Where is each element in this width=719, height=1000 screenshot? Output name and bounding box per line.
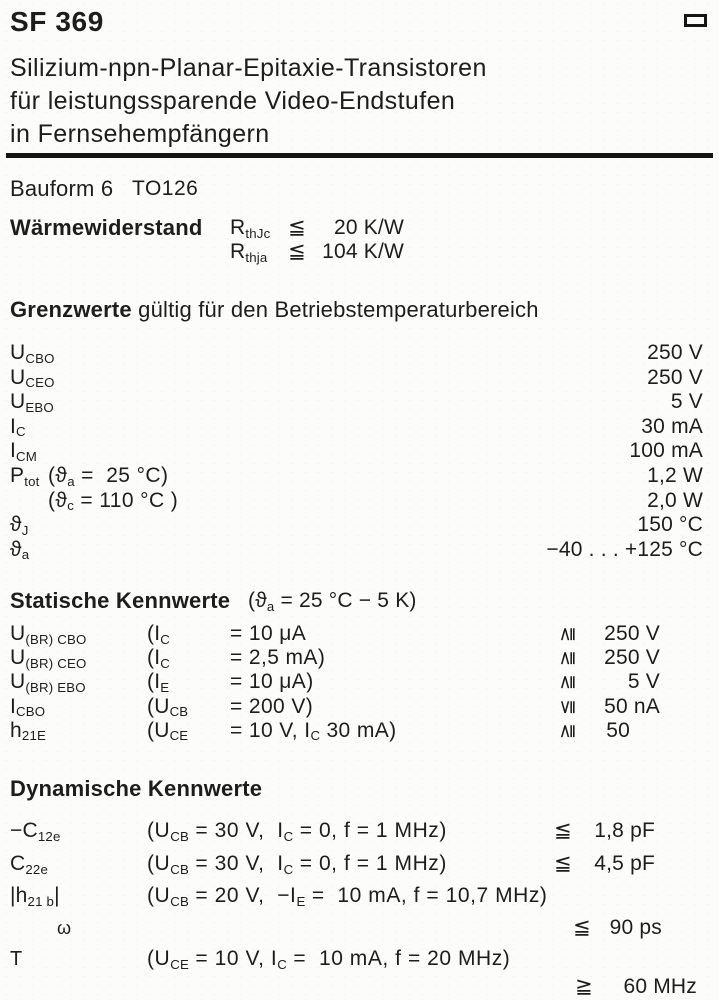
test-condition: (UCB [147,694,189,720]
relation-sign: ≧ [557,722,578,739]
table-row [10,695,660,719]
description-line: für leistungssparende Video-Endstufen [10,87,456,115]
package-case: TO126 [132,177,199,200]
param-symbol: ICM [10,439,38,464]
section-title: Statische Kennwerte [10,588,231,613]
test-condition: (ϑa = 25 °C − 5 K) [248,589,417,614]
table-row [10,366,703,391]
param-symbol: h21E [10,718,47,744]
device-description [10,52,487,151]
test-condition: (UCB = 30 V, IC = 0, f = 1 MHz) [147,819,447,844]
table-row [10,670,660,694]
table-row [230,240,404,264]
param-value: −40 . . . +125 °C [546,537,703,561]
dynamic-parameters-table [10,816,697,1000]
table-row [10,415,703,440]
param-symbol: ϑJ [10,513,29,538]
thermal-resistance-label: Wärmewiderstand [10,215,203,240]
test-condition: = 200 V) [230,694,314,718]
table-row [10,915,697,941]
section-heading: Dynamische Kennwerte [10,776,263,801]
table-row [10,946,697,972]
param-value: 1,8 pF [594,819,655,842]
description-line: Silizium-npn-Planar-Epitaxie-Transistoren [10,54,487,82]
test-condition: (IC [147,646,170,671]
param-value: 100 mA [629,439,703,463]
test-condition: = 10 μA) [230,670,314,694]
param-value: 250 V [604,646,660,670]
param-symbol: T [10,948,23,970]
table-row [10,883,697,909]
table-row [10,439,703,464]
param-value: 60 MHz [623,975,697,998]
test-condition: (UCB = 30 V, IC = 0, f = 1 MHz) [147,852,447,877]
param-symbol: UEBO [10,390,54,415]
table-row [10,341,703,366]
param-value: 104 K/W [322,240,404,263]
param-value: 50 [606,718,630,742]
test-condition: = 10 V, IC 30 mA) [230,718,397,744]
relation-sign: ≦ [554,819,572,842]
thermal-resistance-table [230,216,404,264]
table-row [10,513,703,538]
param-value: 90 ps [609,916,662,939]
package-line [10,176,199,202]
relation-sign: ≧ [557,674,578,691]
param-symbol: UCBO [10,341,55,366]
description-line: in Fernsehempfängern [10,120,270,148]
param-value: 2,0 W [647,488,703,512]
test-condition: (UCE [147,718,189,744]
param-symbol: ω [57,918,72,938]
param-symbol: Rthja [230,240,268,265]
table-row [10,974,697,1000]
param-symbol: |h21 b| [10,884,60,909]
param-symbol: ϑa [10,537,30,563]
param-symbol: Ptot [10,463,40,489]
table-row [10,646,660,670]
table-row [10,818,697,844]
test-condition: (UCE = 10 V, IC = 10 mA, f = 20 MHz) [147,947,511,972]
test-condition: (IC [147,622,170,647]
param-symbol: UCEO [10,365,55,391]
param-value: 5 V [670,390,703,414]
horizontal-rule [6,153,713,158]
section-subtitle: gültig für den Betriebstemperaturbereich [131,297,539,322]
relation-sign: ≦ [288,216,306,239]
table-row [10,489,703,514]
table-row [230,216,404,240]
table-row [10,622,660,646]
param-symbol: IC [10,414,26,440]
relation-sign: ≧ [575,975,593,998]
table-row [10,851,697,877]
test-condition: (IE [147,670,170,695]
relation-sign: ≦ [573,916,591,939]
test-condition: (ϑa = 25 °C) [48,463,169,489]
param-value: 20 K/W [333,216,404,239]
test-condition: = 10 μA [230,622,307,645]
table-row [10,719,660,743]
package-label: Bauform 6 [10,176,114,201]
param-value: 250 V [604,622,660,645]
table-row [10,538,703,563]
table-row [10,464,703,489]
static-parameters-table [10,622,660,743]
param-symbol: ICBO [10,694,46,720]
param-symbol: U(BR) CEO [10,646,87,671]
param-value: 50 nA [604,694,660,718]
param-value: 4,5 pF [594,852,655,875]
relation-sign: ≦ [288,240,306,263]
section-title: Grenzwerte [10,297,132,322]
param-symbol: C22e [10,852,49,877]
param-value: 1,2 W [647,463,703,487]
param-value: 30 mA [641,414,703,438]
param-value: 150 °C [637,513,703,537]
param-symbol: −C12e [10,819,61,844]
document-marker-icon [684,14,707,27]
test-condition: = 2,5 mA) [230,646,326,670]
param-value: 250 V [647,365,703,389]
param-symbol: RthJc [230,216,271,241]
test-condition: (ϑc = 110 °C ) [48,488,179,514]
section-heading [10,588,417,614]
param-symbol: U(BR) CBO [10,622,87,647]
relation-sign: ≦ [557,698,578,715]
table-row [10,390,703,415]
relation-sign: ≦ [554,852,572,875]
param-value: 250 V [647,341,703,364]
relation-sign: ≧ [557,650,578,667]
limits-table [10,341,703,562]
param-symbol: U(BR) EBO [10,670,86,695]
page-title: SF 369 [10,6,104,37]
relation-sign: ≧ [557,625,578,643]
section-heading [10,297,539,323]
test-condition: (UCB = 20 V, −IE = 10 mA, f = 10,7 MHz) [147,884,548,909]
param-value: 5 V [627,670,660,694]
